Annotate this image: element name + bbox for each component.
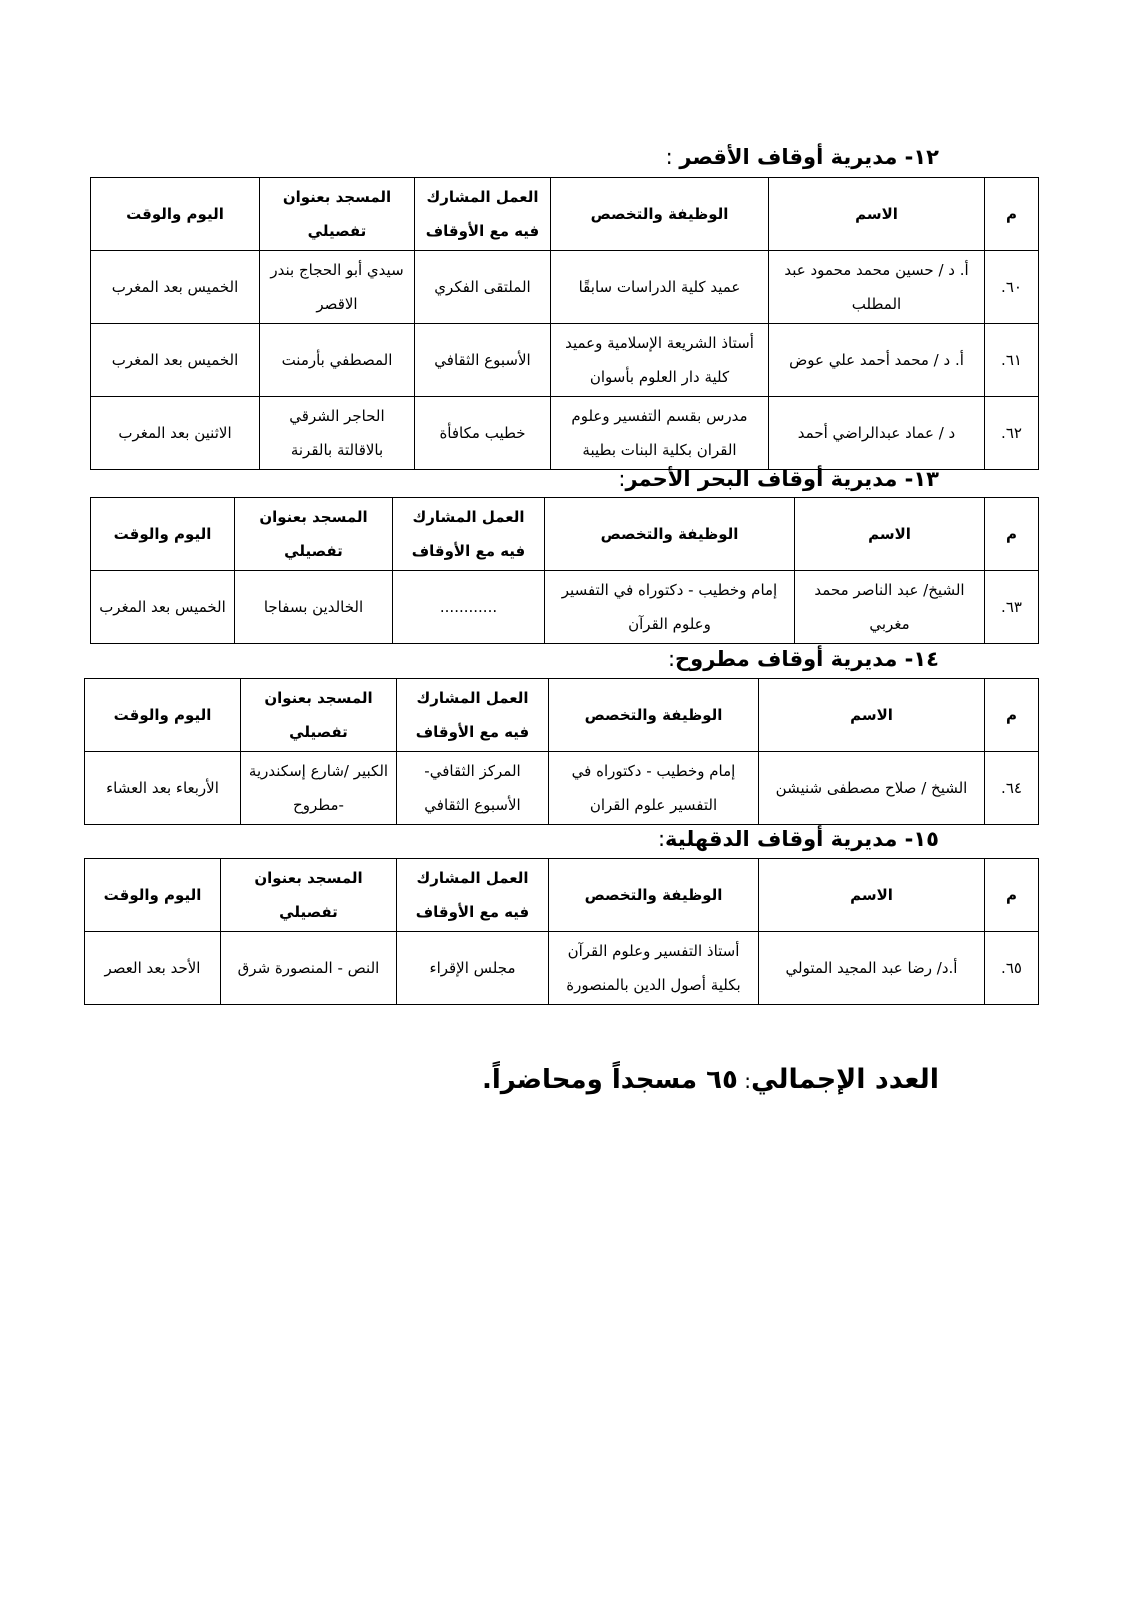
header-mosque: المسجد بعنوان تفصيلي: [221, 859, 397, 932]
table-luxor: [90, 177, 1039, 470]
header-mosque: المسجد بعنوان تفصيلي: [260, 178, 415, 251]
header-job: الوظيفة والتخصص: [549, 859, 759, 932]
section-title-dakahlia: [658, 826, 939, 852]
header-num: م: [985, 498, 1039, 571]
cell-mosque: الحاجر الشرقي بالاقالتة بالقرنة: [260, 397, 415, 470]
cell-num: ٦١.: [985, 324, 1039, 397]
header-work: العمل المشارك فيه مع الأوقاف: [397, 859, 549, 932]
cell-job: أستاذ التفسير وعلوم القرآن بكلية أصول الدين بالمنصورة: [549, 932, 759, 1005]
cell-job: مدرس بقسم التفسير وعلوم القران بكلية البنات بطيبة: [551, 397, 769, 470]
cell-work: خطيب مكافأة: [415, 397, 551, 470]
section-title-text: ١٥- مديرية أوقاف الدقهلية: [665, 827, 939, 851]
header-time: اليوم والوقت: [85, 859, 221, 932]
header-num: م: [985, 178, 1039, 251]
total-value: ٦٥ مسجداً ومحاضراً.: [481, 1065, 738, 1095]
cell-name: الشيخ / صلاح مصطفى شنيشن: [759, 752, 985, 825]
table-row: [91, 251, 1039, 324]
cell-name: أ. د / حسين محمد محمود عبد المطلب: [769, 251, 985, 324]
cell-job: عميد كلية الدراسات سابقًا: [551, 251, 769, 324]
total-colon: :: [737, 1069, 751, 1093]
section-title-colon: :: [657, 827, 666, 851]
cell-work: ............: [393, 571, 545, 644]
total-count: [482, 1062, 939, 1099]
cell-time: الخميس بعد المغرب: [91, 324, 260, 397]
header-job: الوظيفة والتخصص: [545, 498, 795, 571]
header-job: الوظيفة والتخصص: [551, 178, 769, 251]
cell-name: أ.د/ رضا عبد المجيد المتولي: [759, 932, 985, 1005]
cell-time: الاثنين بعد المغرب: [91, 397, 260, 470]
cell-name: الشيخ/ عبد الناصر محمد مغربي: [795, 571, 985, 644]
header-name: الاسم: [759, 859, 985, 932]
header-work: العمل المشارك فيه مع الأوقاف: [393, 498, 545, 571]
header-num: م: [985, 859, 1039, 932]
cell-work: المركز الثقافي- الأسبوع الثقافي: [397, 752, 549, 825]
cell-name: أ. د / محمد أحمد علي عوض: [769, 324, 985, 397]
header-time: اليوم والوقت: [91, 178, 260, 251]
header-mosque: المسجد بعنوان تفصيلي: [235, 498, 393, 571]
cell-time: الأحد بعد العصر: [85, 932, 221, 1005]
header-job: الوظيفة والتخصص: [549, 679, 759, 752]
header-num: م: [985, 679, 1039, 752]
header-mosque: المسجد بعنوان تفصيلي: [241, 679, 397, 752]
table-dakahlia: [84, 858, 1039, 1005]
cell-job: إمام وخطيب - دكتوراه في التفسير علوم القران: [549, 752, 759, 825]
table-row: [91, 324, 1039, 397]
section-title-matrouh: [668, 646, 939, 672]
cell-time: الأربعاء بعد العشاء: [85, 752, 241, 825]
table-header-row: [91, 498, 1039, 571]
table-row: [91, 397, 1039, 470]
header-time: اليوم والوقت: [91, 498, 235, 571]
cell-time: الخميس بعد المغرب: [91, 571, 235, 644]
section-title-red-sea: [618, 466, 939, 492]
section-title-text: ١٢- مديرية أوقاف الأقصر: [679, 145, 939, 169]
table-row: [85, 932, 1039, 1005]
cell-mosque: سيدي أبو الحجاج بندر الاقصر: [260, 251, 415, 324]
table-header-row: [85, 859, 1039, 932]
cell-mosque: النص - المنصورة شرق: [221, 932, 397, 1005]
cell-job: أستاذ الشريعة الإسلامية وعميد كلية دار العلوم بأسوان: [551, 324, 769, 397]
header-name: الاسم: [795, 498, 985, 571]
cell-num: ٦٢.: [985, 397, 1039, 470]
header-work: العمل المشارك فيه مع الأوقاف: [415, 178, 551, 251]
table-red-sea: [90, 497, 1039, 644]
section-title-text: ١٣- مديرية أوقاف البحر الأحمر: [625, 467, 939, 491]
cell-num: ٦٤.: [985, 752, 1039, 825]
section-title-text: ١٤- مديرية أوقاف مطروح: [675, 647, 939, 671]
header-work: العمل المشارك فيه مع الأوقاف: [397, 679, 549, 752]
cell-work: الملتقى الفكري: [415, 251, 551, 324]
cell-time: الخميس بعد المغرب: [91, 251, 260, 324]
header-name: الاسم: [769, 178, 985, 251]
cell-mosque: المصطفي بأرمنت: [260, 324, 415, 397]
cell-mosque: الخالدين بسفاجا: [235, 571, 393, 644]
table-row: [91, 571, 1039, 644]
section-title-colon: :: [618, 467, 626, 491]
cell-num: ٦٠.: [985, 251, 1039, 324]
table-header-row: [91, 178, 1039, 251]
cell-work: الأسبوع الثقافي: [415, 324, 551, 397]
cell-mosque: الكبير /شارع إسكندرية -مطروح: [241, 752, 397, 825]
total-label: العدد الإجمالي: [751, 1064, 939, 1095]
header-name: الاسم: [759, 679, 985, 752]
table-header-row: [85, 679, 1039, 752]
cell-name: د / عماد عبدالراضي أحمد: [769, 397, 985, 470]
cell-num: ٦٣.: [985, 571, 1039, 644]
cell-num: ٦٥.: [985, 932, 1039, 1005]
section-title-colon: :: [665, 145, 680, 169]
section-title-luxor: [666, 144, 939, 170]
section-title-colon: :: [667, 647, 676, 671]
table-matrouh: [84, 678, 1039, 825]
table-row: [85, 752, 1039, 825]
cell-work: مجلس الإقراء: [397, 932, 549, 1005]
cell-job: إمام وخطيب - دكتوراه في التفسير وعلوم القرآن: [545, 571, 795, 644]
header-time: اليوم والوقت: [85, 679, 241, 752]
